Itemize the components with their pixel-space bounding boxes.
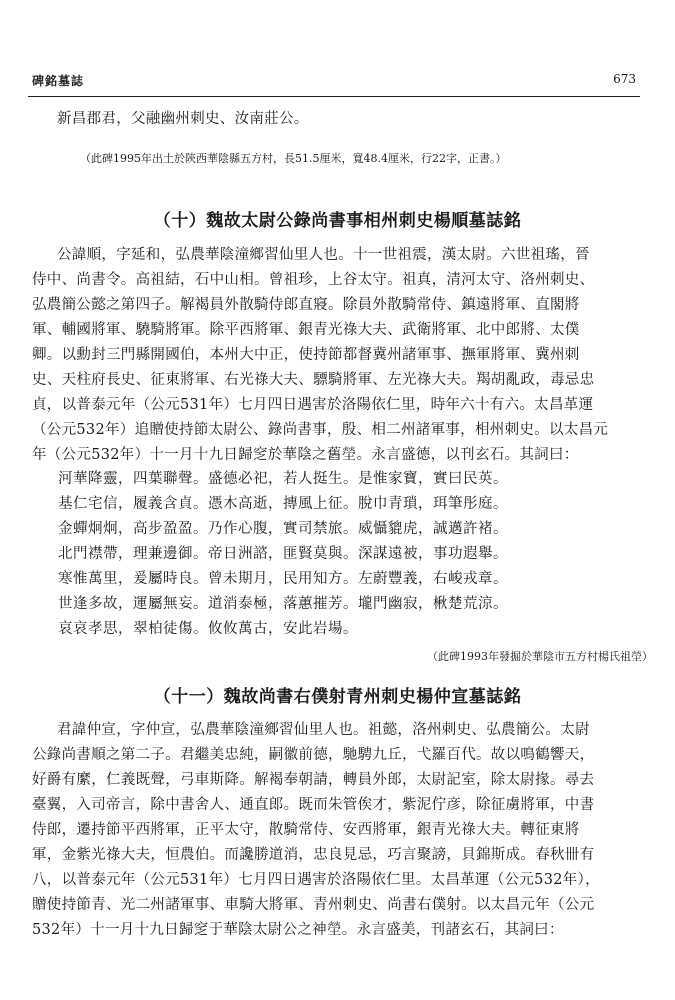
section-title-11: （十一）魏故尚書右僕射青州刺史楊仲宣墓誌銘: [153, 687, 522, 707]
body-line: 年（公元532年）十一月十九日歸窆於華陰之舊塋。永言盛德，以刊玄石。其詞曰：: [32, 447, 579, 463]
verse-line: 河華降靈，四葉聯聲。盛德必祀，若人挺生。是惟家寶，實曰民英。: [58, 471, 508, 487]
body-line: 史、天柱府長史、征東將軍、右光祿大夫、驃騎將軍、左光祿大夫。羯胡亂政，毒忌忠: [32, 372, 595, 388]
continuation-line: 新昌郡君，父融幽州刺史、汝南莊公。: [57, 111, 309, 127]
body-line: 公諱順，字延和，弘農華陰潼鄉習仙里人也。十一世祖震，漢太尉。六世祖瑤，晉: [57, 247, 590, 263]
body-line: 好爵有縻，仁義既聲，弓車斯降。解褐奉朝請，轉員外郎，太尉記室，除太尉掾。尋去: [32, 772, 595, 788]
body-line: （公元532年）追贈使持節太尉公、錄尚書事，殷、相二州諸軍事，相州刺史。以太昌元: [32, 422, 609, 438]
body-line: 532年）十一月十九日歸窆于華陰太尉公之神塋。永言盛美，刊諸玄石，其詞曰：: [32, 922, 564, 938]
section-title-10: （十）魏故太尉公錄尚書事相州刺史楊順墓誌銘: [153, 211, 522, 231]
body-line: 八，以普泰元年（公元531年）七月四日遇害於洛陽依仁里。太昌革運（公元532年），: [32, 872, 600, 888]
running-head: [28, 70, 640, 97]
body-line: 君諱仲宣，字仲宣，弘農華陰潼鄉習仙里人也。祖懿，洛州刺史、弘農簡公。太尉: [57, 722, 590, 738]
source-note-1: （此碑1995年出土於陝西華陰縣五方村，長51.5厘米，寬48.4厘米，行22字，正書。）: [80, 152, 507, 165]
verse-line: 金蟬炯炯，高步盈盈。乃作心腹，實司禁旅。威懾貔虎，誠邁許褚。: [58, 521, 508, 537]
verse-line: 北門襟帶，理兼邊御。帝日洲諮，匪賢莫與。深謀遠被，事功遐舉。: [58, 546, 508, 562]
body-line: 侍郎，遷持節平西將軍，正平太守，散騎常侍、安西將軍，銀青光祿大夫。轉征東將: [32, 822, 580, 838]
body-line: 軍，金紫光祿大夫，恒農伯。而讒勝道消，忠良見忌，巧言聚謗，貝錦斯成。春秋卌有: [32, 847, 595, 863]
verse-line: 世逢多故，運屬無妄。道消泰極，落蕙摧芳。壠門幽寂，楸楚荒涼。: [58, 596, 508, 612]
body-line: 弘農簡公懿之第四子。解褐員外散騎侍郎直寢。除員外散騎常侍、鎮遠將軍、直閣將: [32, 297, 580, 313]
body-line: 公錄尚書順之第二子。君繼美忠純，嗣徽前德，馳騁九丘，弋羅百代。故以鳴鶴響天，: [32, 747, 595, 763]
running-head-title: 碑銘墓誌: [32, 74, 85, 88]
body-line: 侍中、尚書令。高祖結，石中山相。曾祖珍，上谷太守。祖真，清河太守、洛州刺史、: [32, 272, 595, 288]
verse-line: 哀哀孝思，翠柏徒傷。攸攸萬古，安此岩場。: [58, 621, 358, 637]
body-line: 臺翼，入司帝言，除中書舍人、通直郎。既而朱管俟才，紫泥佇彦，除征虜將軍，中書: [32, 797, 595, 813]
body-line: 軍、輔國將軍、驍騎將軍。除平西將軍、銀青光祿大夫、武衛將軍、北中郎將、太僕: [32, 322, 580, 338]
body-line: 貞，以普泰元年（公元531年）七月四日遇害於洛陽依仁里，時年六十有六。太昌革運: [32, 397, 594, 413]
page-number: 673: [613, 72, 636, 86]
body-line: 贈使持節青、光二州諸軍事、車騎大將軍、青州刺史、尚書右僕射。以太昌元年（公元: [32, 897, 595, 913]
verse-line: 寒惟萬里，爰屬時良。曾未期月，民用知方。左蔚豐義，右峻戎章。: [58, 571, 508, 587]
source-note-2: （此碑1993年發掘於華陰市五方村楊氏祖塋）: [427, 650, 653, 663]
body-line: 卿。以勳封三門縣開國伯，本州大中正，使持節都督冀州諸軍事、撫軍將軍、冀州刺: [32, 347, 580, 363]
verse-line: 基仁宅信，履義含貞。憑木高逝，摶風上征。脫巾青瑣，珥筆彤庭。: [58, 496, 508, 512]
